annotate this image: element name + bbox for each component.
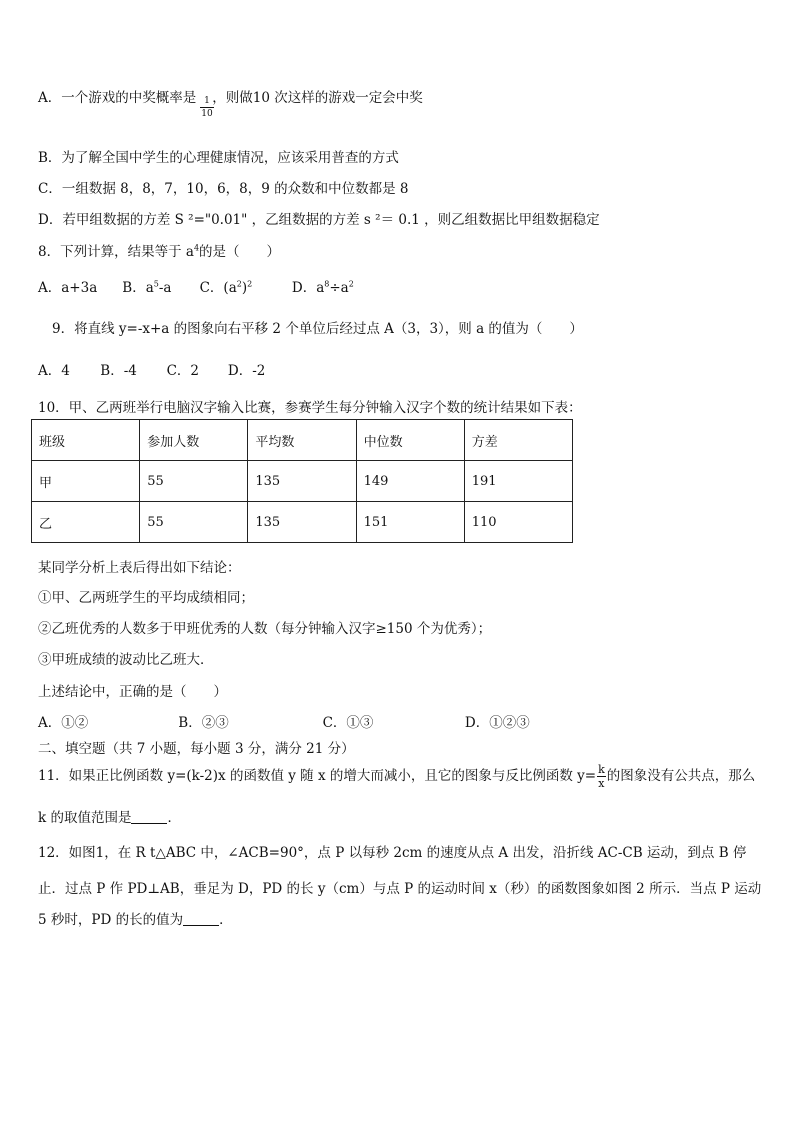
q8-options xyxy=(38,276,354,296)
q10-options xyxy=(38,711,530,731)
q7-option-a-tail: ，则做10 次这样的游戏一定会中奖 xyxy=(212,90,423,106)
table-cell: 191 xyxy=(464,461,572,502)
table-header-cell: 方差 xyxy=(464,420,572,461)
q7-option-d: D．若甲组数据的方差 S ²="0.01" ，乙组数据的方差 s ²＝ 0.1 ，则乙组数据比甲组数据稳定 xyxy=(38,212,600,228)
table-header-cell: 参加人数 xyxy=(140,420,248,461)
q12-line-2: 止．过点 P 作 PD⊥AB，垂足为 D，PD 的长 y（cm）与点 P 的运动时间 x（秒）的函数图象如图 2 所示．当点 P 运动 xyxy=(38,881,762,897)
table-row xyxy=(32,461,573,502)
q9-stem: 9．将直线 y=-x+a 的图象向右平移 2 个单位后经过点 A（3，3），则 a 的值为（ ） xyxy=(52,321,583,337)
q10-stem: 10．甲、乙两班举行电脑汉字输入比赛，参赛学生每分钟输入汉字个数的统计结果如下表： xyxy=(38,400,582,416)
q9-option-c: C．2 xyxy=(166,363,200,379)
q10-conclusion-2: ②乙班优秀的人数多于甲班优秀的人数（每分钟输入汉字≥150 个为优秀）； xyxy=(38,621,492,637)
table-cell: 甲 xyxy=(32,461,140,502)
q12-answer-blank[interactable] xyxy=(183,913,219,926)
table-cell: 55 xyxy=(140,461,248,502)
q10-option-d: D．①②③ xyxy=(464,715,530,731)
q9-option-d: D．-2 xyxy=(227,363,266,379)
q11-line-2: k 的取值范围是 ． xyxy=(38,810,181,826)
q9-options xyxy=(38,359,265,379)
q8-option-b: B．$a^5-a$ xyxy=(122,279,172,296)
table-header-cell: 班级 xyxy=(32,420,140,461)
q8-stem-exponent: 4 xyxy=(193,243,200,253)
table-header-row xyxy=(32,420,573,461)
q9-option-a: A．4 xyxy=(38,363,70,379)
table-cell: 55 xyxy=(140,502,248,543)
q11-text: 11．如果正比例函数 y=(k-2)x 的函数值 y 随 x 的增大而减小，且它的图象与反比例函数 y= xyxy=(38,768,597,784)
q7-option-a xyxy=(38,86,423,106)
q8-option-c: C．$(a^2)^2$ xyxy=(199,279,253,296)
table-header-cell: 中位数 xyxy=(356,420,464,461)
table-header-cell: 平均数 xyxy=(248,420,356,461)
table-cell: 151 xyxy=(356,502,464,543)
table-row xyxy=(32,502,573,543)
q10-conclusion-3: ③甲班成绩的波动比乙班大． xyxy=(38,652,214,668)
q9-option-b: B．-4 xyxy=(100,363,137,379)
q7-fraction xyxy=(200,96,214,119)
q11-prompt: k 的取值范围是 xyxy=(38,810,132,826)
q8-stem-tail: 的是（ ） xyxy=(199,244,281,260)
q7-fraction-denominator: 10 xyxy=(201,109,213,119)
q8-stem xyxy=(38,240,280,260)
table-cell: 135 xyxy=(248,502,356,543)
q12-prompt: 5 秒时，PD 的长的值为 xyxy=(38,912,184,928)
q10-analysis: 某同学分析上表后得出如下结论： xyxy=(38,560,241,576)
q8-option-a: A．a+3a xyxy=(38,280,98,296)
q10-question: 上述结论中，正确的是（ ） xyxy=(38,684,227,700)
table-cell: 乙 xyxy=(32,502,140,543)
table-cell: 135 xyxy=(248,461,356,502)
q8-option-d: D．$a^8\div a^2$ xyxy=(291,279,354,296)
q11-answer-blank[interactable] xyxy=(131,811,167,824)
section-heading-fill-in: 二、填空题（共 7 小题，每小题 3 分，满分 21 分） xyxy=(38,741,355,757)
q12-line-1: 12．如图1，在 R t△ABC 中，∠ACB=90°，点 P 以每秒 2cm 的速度从点 A 出发，沿折线 AC-CB 运动，到点 B 停 xyxy=(38,845,747,861)
q10-option-a: A．①② xyxy=(38,715,89,731)
q10-option-c: C．①③ xyxy=(322,715,374,731)
table-cell: 149 xyxy=(356,461,464,502)
q7-fraction-numerator: 1 xyxy=(204,96,210,106)
q11-text-tail: 的图象没有公共点，那么 xyxy=(606,768,756,784)
q10-stats-table xyxy=(31,419,573,543)
q12-line-3: 5 秒时，PD 的长的值为 ． xyxy=(38,912,233,928)
q7-option-b: B．为了解全国中学生的心理健康情况，应该采用普查的方式 xyxy=(38,150,399,166)
q10-option-b: B．②③ xyxy=(178,715,229,731)
q7-option-a-text: A．一个游戏的中奖概率是 xyxy=(38,90,197,106)
q8-stem-text: 8．下列计算，结果等于 a xyxy=(38,244,194,260)
table-cell: 110 xyxy=(464,502,572,543)
q11-fraction: $\frac{k}{x}$ xyxy=(598,763,605,790)
q11-line-1 xyxy=(38,763,755,790)
q7-option-c: C．一组数据 8，8，7，10，6，8，9 的众数和中位数都是 8 xyxy=(38,181,409,197)
q10-conclusion-1: ①甲、乙两班学生的平均成绩相同； xyxy=(38,590,254,606)
